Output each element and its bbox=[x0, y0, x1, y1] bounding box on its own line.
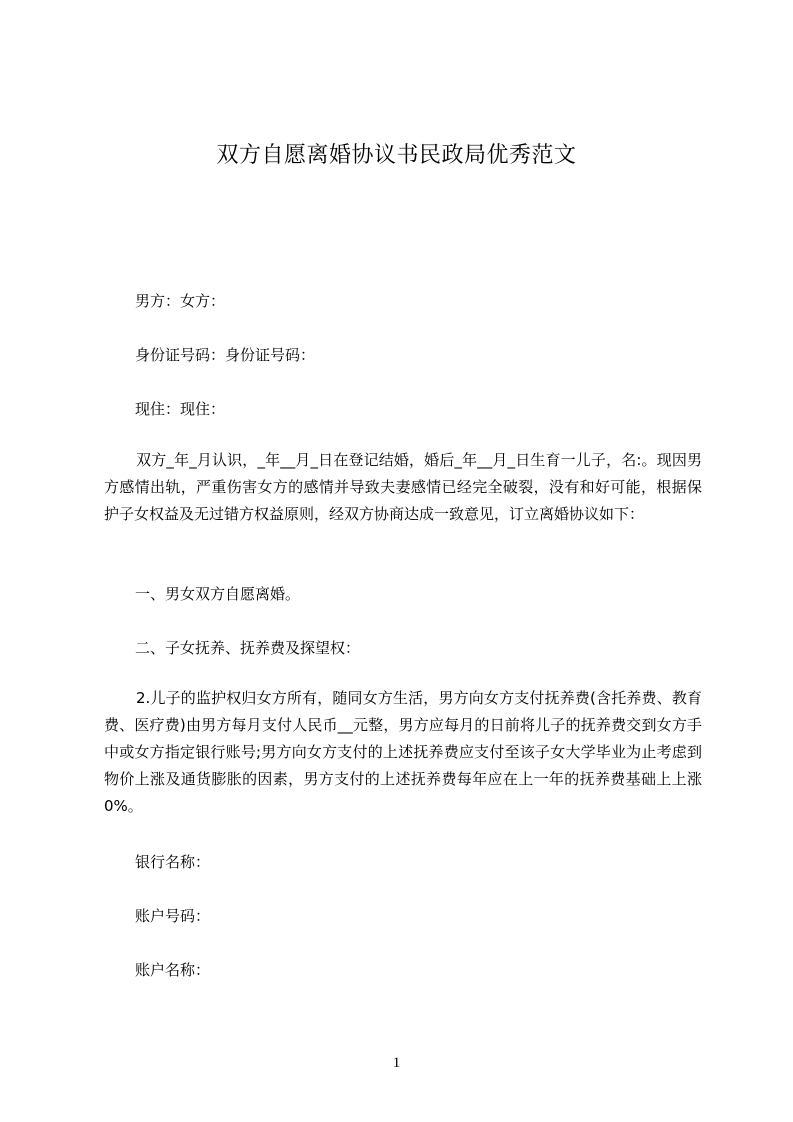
intro-paragraph bbox=[104, 447, 702, 528]
intro-text: 双方_年_月认识，_年__月_日在登记结婚，婚后_年__月_日生育一儿子，名:。现因男方感情出轨，严重伤害女方的感情并导致夫妻感情已经完全破裂，没有和好可能，根据保护子女权益及无过错方权益原则，经双方协商达成一致意见，订立离婚协议如下： bbox=[104, 451, 702, 523]
bank-name-line: 银行名称： bbox=[135, 853, 211, 871]
page-number: 1 bbox=[392, 1055, 401, 1071]
parties-line: 男方：女方： bbox=[135, 292, 226, 310]
account-number-line: 账户号码： bbox=[135, 907, 211, 925]
id-numbers-line: 身份证号码：身份证号码： bbox=[135, 346, 316, 364]
clause-1: 一、男女双方自愿离婚。 bbox=[135, 585, 301, 603]
account-name-line: 账户名称： bbox=[135, 961, 211, 979]
clause-2-heading: 二、子女抚养、抚养费及探望权： bbox=[135, 639, 361, 657]
address-line: 现住：现住： bbox=[135, 400, 226, 418]
clause-2-text: 2.儿子的监护权归女方所有，随同女方生活，男方向女方支付抚养费(含托养费、教育费、医疗费)由男方每月支付人民币__元整，男方应每月的日前将儿子的抚养费交到女方手中或女方指定银行账号;男方向女方支付的上述抚养费应支付至该子女大学毕业为止考虑到物价上涨及通货膨胀的因素，男方支付的上述抚养费每年应在上一年的抚养费基础上上涨0%。 bbox=[104, 689, 702, 815]
clause-2-paragraph bbox=[104, 685, 702, 820]
document-title: 双方自愿离婚协议书民政局优秀范文 bbox=[216, 143, 577, 168]
